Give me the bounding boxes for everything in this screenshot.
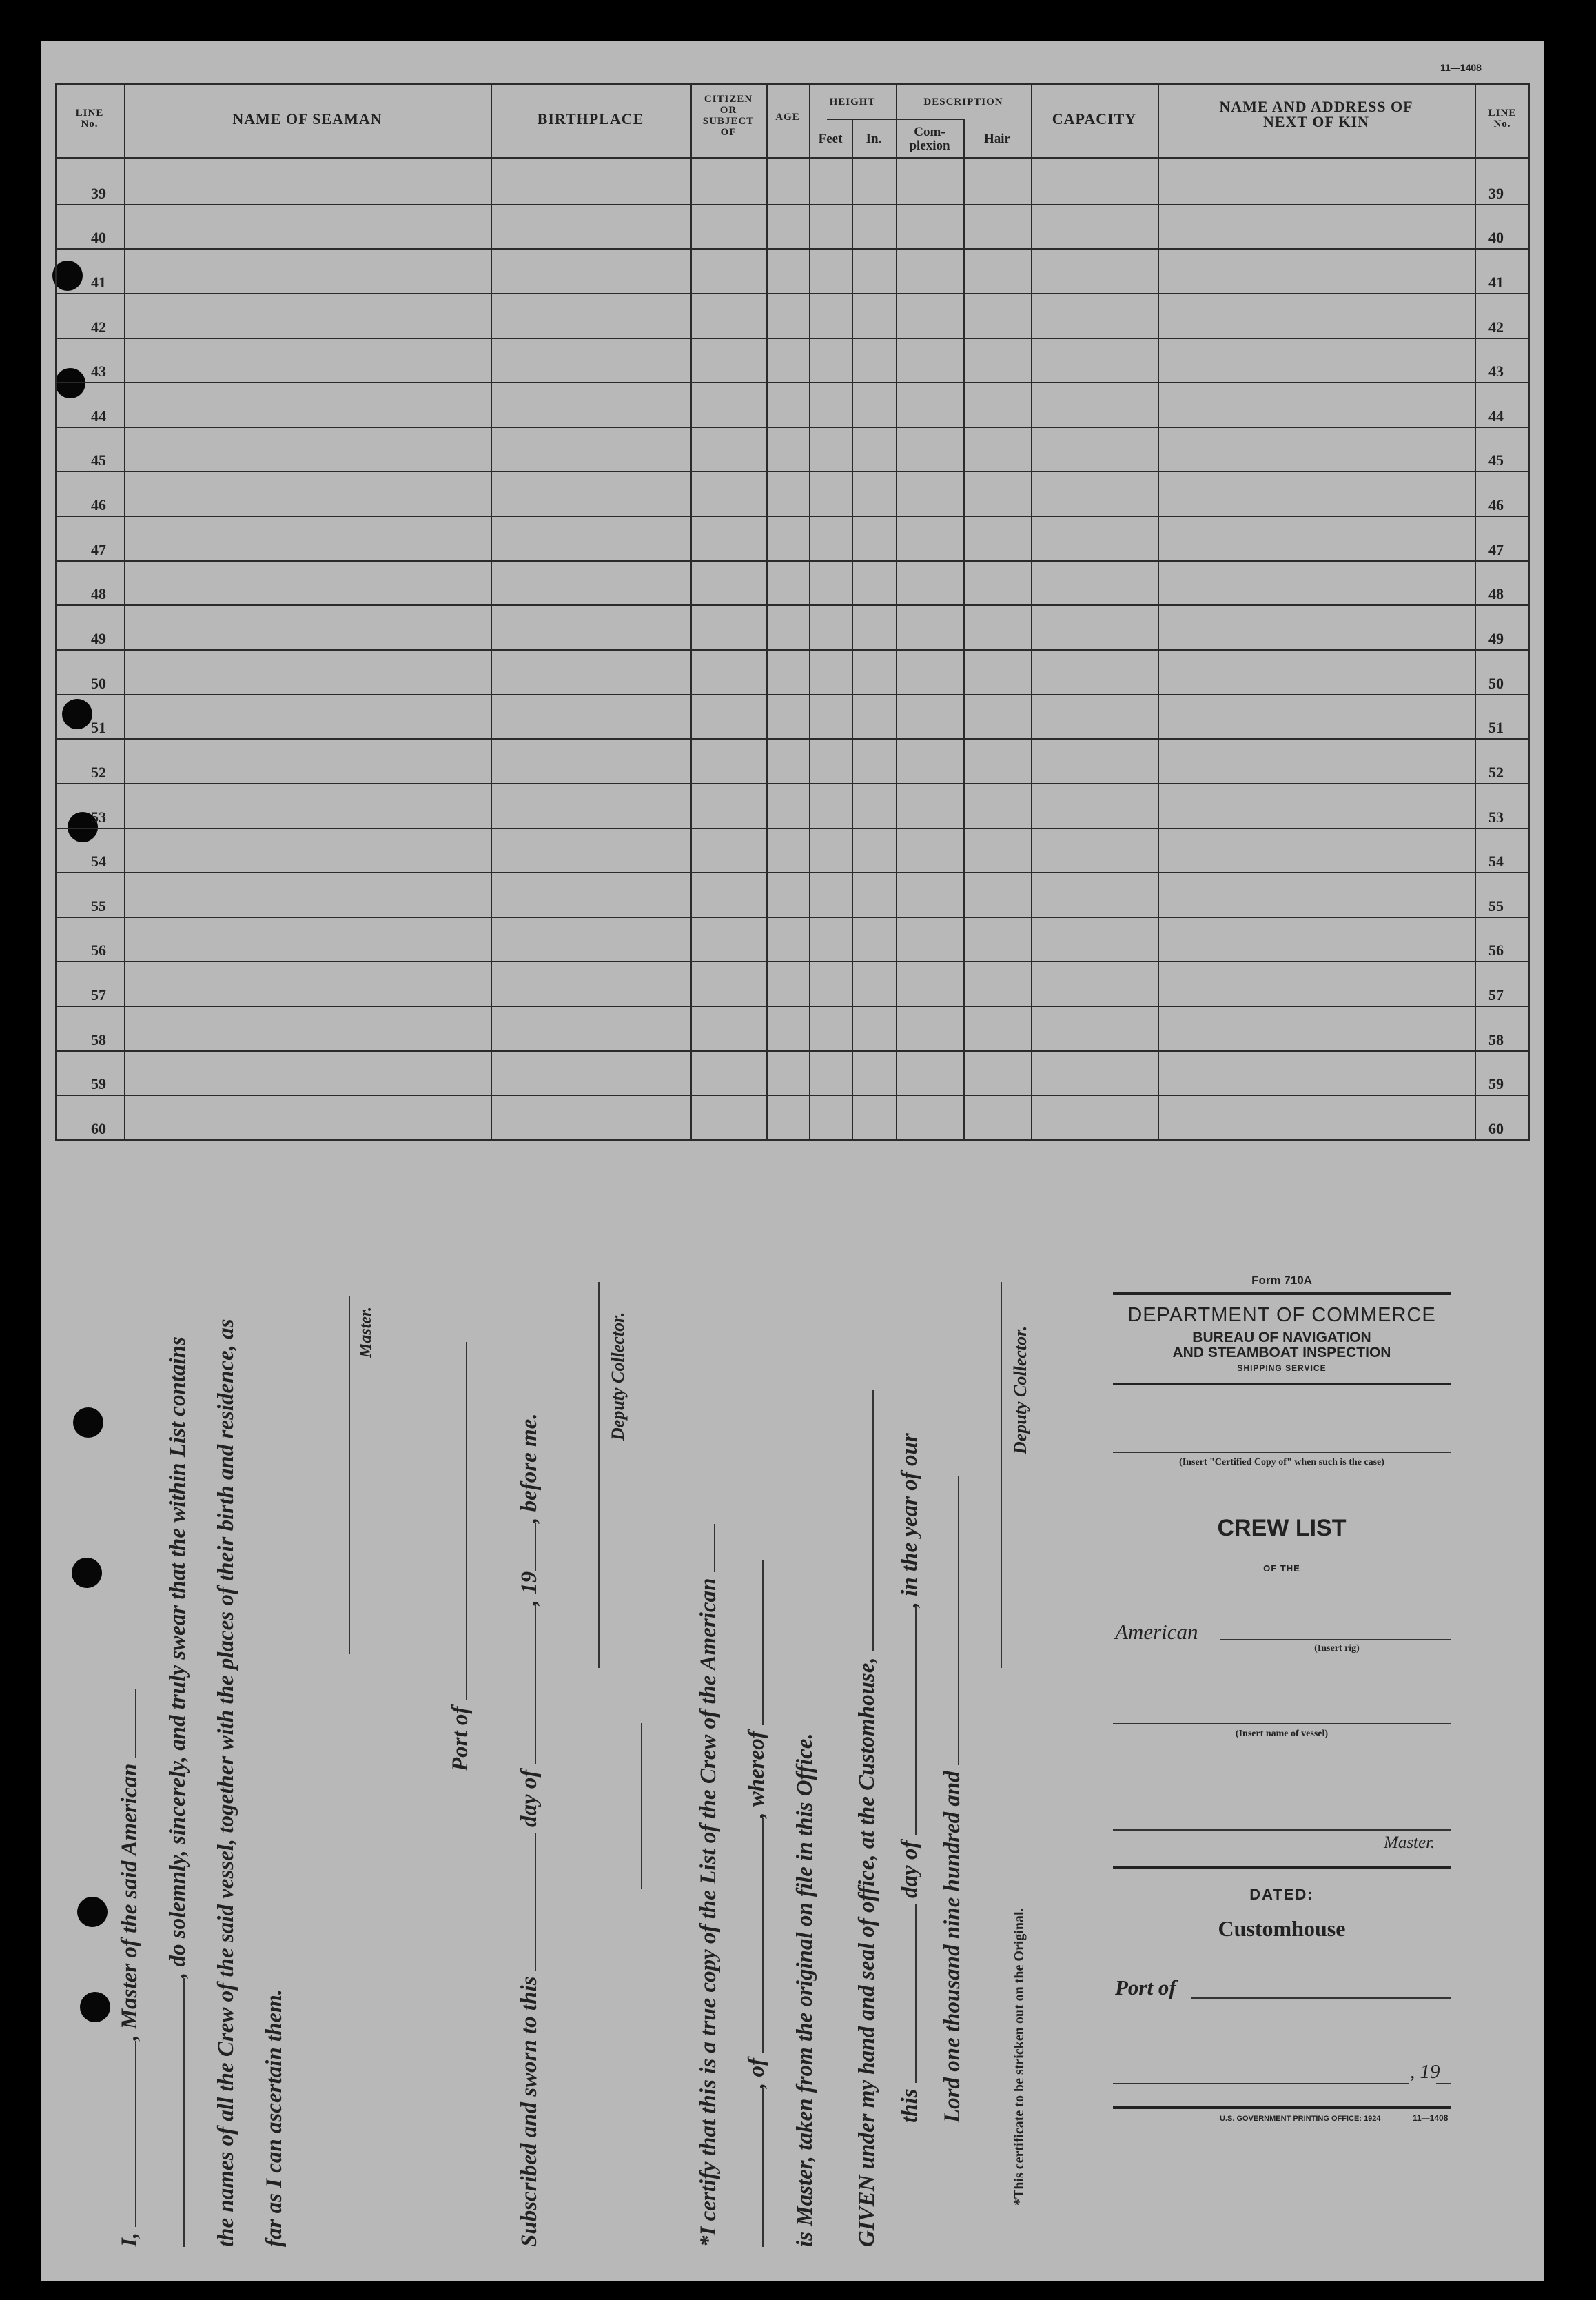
line-number-left: 43 xyxy=(91,363,106,380)
year-19-label: , 19 xyxy=(1410,2061,1440,2083)
line-number-left: 54 xyxy=(91,853,106,870)
lord-line: Lord one thousand nine hundred and xyxy=(940,1476,965,2247)
insert-vessel-caption: (Insert name of vessel) xyxy=(1235,1729,1329,1739)
line-number-left: 50 xyxy=(91,675,106,692)
table-row-line xyxy=(55,828,1530,829)
department-title: DEPARTMENT OF COMMERCE xyxy=(1127,1304,1436,1326)
certified-copy-caption: (Insert "Certified Copy of" when such is the case) xyxy=(1179,1457,1384,1467)
header-name-of-seaman: NAME OF SEAMAN xyxy=(232,110,382,128)
cover-rule-top xyxy=(1113,1292,1451,1295)
line-number-right: 46 xyxy=(1488,496,1504,513)
header-hair: Hair xyxy=(984,132,1010,146)
line-number-left: 51 xyxy=(91,719,106,736)
table-row-line xyxy=(55,694,1530,695)
line-number-left: 40 xyxy=(91,229,106,246)
table-row-line xyxy=(55,427,1530,428)
certify-line-1: *I certify that this is a true copy of the List of the Crew of the American xyxy=(696,1524,722,2247)
oath-line-2: , do solemnly, sincerely, and truly swear that the within List contains xyxy=(165,1336,191,2247)
header-birthplace: BIRTHPLACE xyxy=(537,110,644,128)
punch-hole xyxy=(52,261,83,291)
form-number: Form 710A xyxy=(1251,1274,1312,1287)
line-number-right: 54 xyxy=(1488,853,1504,870)
line-number-right: 52 xyxy=(1488,764,1504,781)
certify-line-3: is Master, taken from the original on file in this Office. xyxy=(792,1733,817,2247)
this-day-line: this day of , in the year of our xyxy=(897,1433,922,2123)
table-row-line xyxy=(55,1095,1530,1096)
deputy-collector-label-1: Deputy Collector. xyxy=(608,1312,628,1441)
punch-hole xyxy=(55,368,85,398)
header-height: HEIGHT xyxy=(829,96,876,108)
header-age: AGE xyxy=(775,112,800,123)
table-row-line xyxy=(55,471,1530,472)
table-row-line xyxy=(55,738,1530,740)
header-inches: In. xyxy=(866,132,882,146)
table-row-line xyxy=(55,338,1530,339)
crew-list-form xyxy=(41,41,1544,2281)
insert-rig-caption: (Insert rig) xyxy=(1314,1643,1360,1653)
given-line: GIVEN under my hand and seal of office, at the Customhouse, xyxy=(855,1390,880,2247)
customhouse-label: Customhouse xyxy=(1218,1916,1346,1941)
deputy-collector-label-2: Deputy Collector. xyxy=(1010,1325,1030,1454)
line-number-right: 39 xyxy=(1488,185,1504,202)
line-number-left: 45 xyxy=(91,451,106,469)
table-row-line xyxy=(55,248,1530,250)
line-number-left: 58 xyxy=(91,1031,106,1048)
deputy-collector-line-1 xyxy=(598,1282,600,1668)
certify-line-2: , of , whereof xyxy=(744,1560,770,2247)
crew-list-title: CREW LIST xyxy=(1217,1515,1347,1541)
date-line-end xyxy=(1436,2083,1451,2084)
line-number-left: 41 xyxy=(91,274,106,291)
form-code-top: 11—1408 xyxy=(1440,62,1482,73)
line-number-right: 41 xyxy=(1488,274,1504,291)
header-feet: Feet xyxy=(818,132,843,146)
line-number-right: 49 xyxy=(1488,630,1504,647)
line-number-right: 51 xyxy=(1488,719,1504,736)
line-number-left: 39 xyxy=(91,185,106,202)
american-label: American xyxy=(1115,1620,1198,1644)
table-row-line xyxy=(55,516,1530,517)
line-number-right: 47 xyxy=(1488,541,1504,558)
table-row-line xyxy=(55,872,1530,873)
line-number-right: 60 xyxy=(1488,1120,1504,1137)
table-row-line xyxy=(55,1050,1530,1052)
table-row-line xyxy=(55,604,1530,606)
table-row-line xyxy=(55,783,1530,784)
master-label: Master. xyxy=(357,1306,375,1358)
header-line-no-right: LINE No. xyxy=(1488,108,1517,130)
table-row-line xyxy=(55,382,1530,383)
rig-line xyxy=(1220,1639,1451,1640)
punch-hole xyxy=(62,699,92,729)
cover-rule-3 xyxy=(1113,1866,1451,1869)
line-number-left: 56 xyxy=(91,942,106,959)
date-line xyxy=(1113,2083,1409,2084)
table-row-line xyxy=(55,1139,1530,1141)
line-number-right: 48 xyxy=(1488,585,1504,602)
line-number-right: 57 xyxy=(1488,986,1504,1004)
line-number-right: 43 xyxy=(1488,363,1504,380)
port-line xyxy=(1191,1997,1451,1999)
vessel-name-line xyxy=(1113,1723,1451,1724)
bureau-title: BUREAU OF NAVIGATION AND STEAMBOAT INSPECTION xyxy=(1172,1330,1391,1361)
separator-line xyxy=(641,1723,642,1889)
master-caption: Master. xyxy=(1384,1833,1435,1852)
line-number-left: 49 xyxy=(91,630,106,647)
line-number-right: 44 xyxy=(1488,407,1504,425)
header-line-no: LINE No. xyxy=(75,108,104,130)
header-complexion: Com- plexion xyxy=(909,125,950,153)
header-citizen-or-subject: CITIZEN OR SUBJECT OF xyxy=(702,94,755,138)
line-number-left: 48 xyxy=(91,585,106,602)
line-number-right: 55 xyxy=(1488,897,1504,915)
of-the-label: OF THE xyxy=(1263,1563,1300,1574)
line-number-right: 42 xyxy=(1488,318,1504,336)
subscribed-line: Subscribed and sworn to this day of , 19, before me. xyxy=(517,1413,542,2247)
affidavit-section xyxy=(90,1144,848,2247)
line-number-left: 46 xyxy=(91,496,106,513)
header-next-of-kin: NAME AND ADDRESS OF NEXT OF KIN xyxy=(1219,98,1413,130)
line-number-right: 50 xyxy=(1488,675,1504,692)
form-code-bottom: 11—1408 xyxy=(1413,2113,1449,2123)
line-number-left: 60 xyxy=(91,1120,106,1137)
header-description: DESCRIPTION xyxy=(923,96,1003,108)
cover-rule-bottom xyxy=(1113,2106,1451,2109)
line-number-left: 52 xyxy=(91,764,106,781)
oath-line-4: far as I can ascertain them. xyxy=(262,1988,287,2247)
table-row-line xyxy=(55,293,1530,294)
oath-line-1: I, , Master of the said American xyxy=(117,1689,143,2247)
certificate-footnote: *This certificate to be stricken out on the Original. xyxy=(1012,1908,1027,2206)
line-number-left: 53 xyxy=(91,808,106,826)
deputy-collector-line-2 xyxy=(1001,1282,1002,1668)
table-row-line xyxy=(55,1006,1530,1007)
line-number-right: 45 xyxy=(1488,451,1504,469)
line-number-right: 53 xyxy=(1488,808,1504,826)
cover-rule-2 xyxy=(1113,1383,1451,1385)
header-capacity: CAPACITY xyxy=(1052,110,1137,128)
line-number-left: 47 xyxy=(91,541,106,558)
line-number-right: 59 xyxy=(1488,1075,1504,1092)
port-of-line: Port of xyxy=(448,1342,473,1771)
master-name-line xyxy=(1113,1829,1451,1831)
port-of-label: Port of xyxy=(1115,1975,1176,1999)
line-number-right: 58 xyxy=(1488,1031,1504,1048)
printing-office-imprint: U.S. GOVERNMENT PRINTING OFFICE: 1924 xyxy=(1220,2115,1381,2123)
table-row-line xyxy=(55,917,1530,918)
line-number-left: 44 xyxy=(91,407,106,425)
line-number-left: 57 xyxy=(91,986,106,1004)
line-number-right: 56 xyxy=(1488,942,1504,959)
table-row-line xyxy=(55,204,1530,205)
line-number-left: 55 xyxy=(91,897,106,915)
line-number-right: 40 xyxy=(1488,229,1504,246)
table-row-line xyxy=(55,649,1530,651)
certificate-section xyxy=(855,1144,1130,2247)
shipping-service: SHIPPING SERVICE xyxy=(1237,1363,1327,1373)
master-signature-line xyxy=(349,1296,350,1654)
table-row-line xyxy=(55,961,1530,962)
line-number-left: 59 xyxy=(91,1075,106,1092)
certified-copy-line xyxy=(1113,1452,1451,1453)
line-number-left: 42 xyxy=(91,318,106,336)
oath-line-3: the names of all the Crew of the said vessel, together with the places of their birth and residence, as xyxy=(214,1319,238,2247)
table-row-line xyxy=(55,560,1530,562)
dated-label: DATED: xyxy=(1249,1886,1314,1903)
